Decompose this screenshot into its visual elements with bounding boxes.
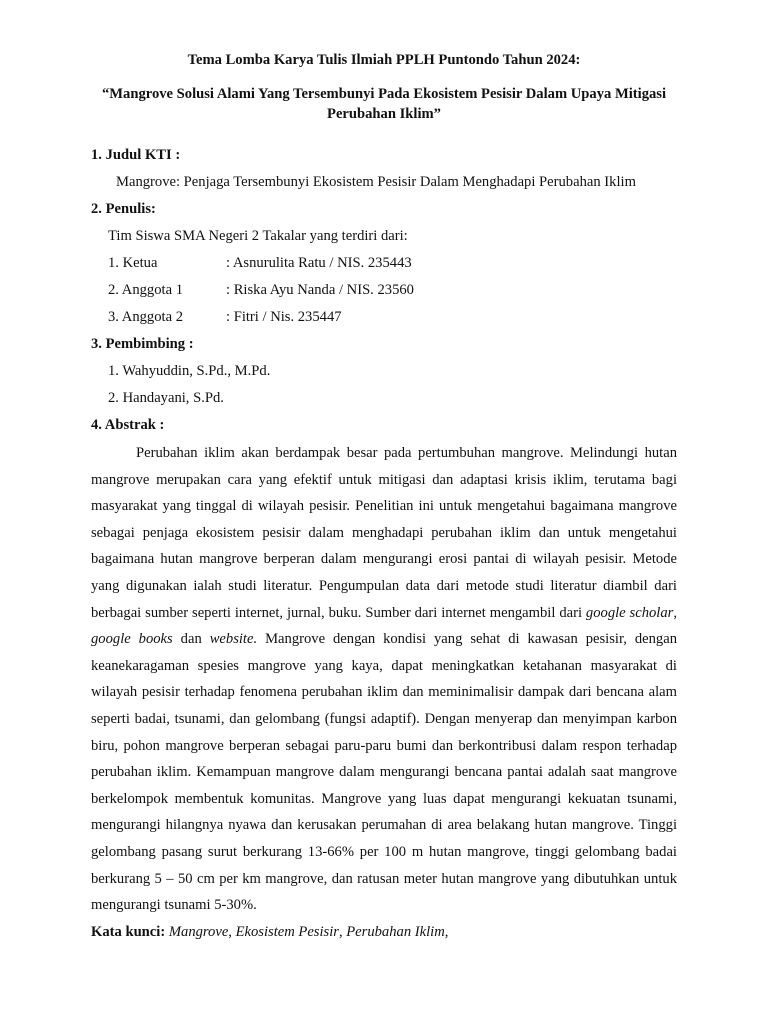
abstract-separator: dan xyxy=(172,631,210,648)
member-row xyxy=(91,304,677,331)
pembimbing-item: 2. Handayani, S.Pd. xyxy=(108,390,224,406)
judul-heading: 1. Judul KTI : xyxy=(91,147,181,163)
keywords-label: Kata kunci: xyxy=(91,923,166,940)
judul-text: Mangrove: Penjaga Tersembunyi Ekosistem Pesisir Dalam Menghadapi Perubahan Iklim xyxy=(116,174,636,190)
keyword-trailing-comma: , xyxy=(444,923,449,940)
theme-line: Tema Lomba Karya Tulis Ilmiah PPLH Puntondo Tahun 2024: xyxy=(187,52,581,68)
keyword-separator: , xyxy=(228,923,236,940)
member-role: 1. Ketua xyxy=(108,255,158,271)
member-value: : Asnurulita Ratu / NIS. 235443 xyxy=(226,255,412,271)
penulis-intro: Tim Siswa SMA Negeri 2 Takalar yang terdiri dari: xyxy=(108,228,408,244)
keyword-separator: , xyxy=(338,923,347,940)
abstrak-heading: 4. Abstrak : xyxy=(91,417,165,433)
member-row xyxy=(91,277,677,304)
member-role: 2. Anggota 1 xyxy=(108,282,183,298)
pembimbing-item: 1. Wahyuddin, S.Pd., M.Pd. xyxy=(108,363,271,379)
pembimbing-heading: 3. Pembimbing : xyxy=(91,336,194,352)
member-role: 3. Anggota 2 xyxy=(108,309,183,325)
keyword: Perubahan Iklim xyxy=(346,923,445,940)
source-google-books: google books xyxy=(91,631,173,648)
keyword: Ekosistem Pesisir xyxy=(235,923,339,940)
member-row xyxy=(91,250,677,277)
document-title: “Mangrove Solusi Alami Yang Tersembunyi Pada Ekosistem Pesisir Dalam Upaya Mitigasi Perubahan Iklim” xyxy=(101,86,667,122)
document-page xyxy=(91,44,677,946)
abstract-text-part2: Mangrove dengan kondisi yang sehat di kawasan pesisir, dengan keanekaragaman spesies mangrove yang kaya, dapat meningkatkan ketahanan masyarakat di wilayah pesisir terhadap fenomena perubahan iklim dan meminimalisir dampak dari bencana alam seperti badai, tsunami, dan gelombang (fungsi adaptif). Dengan menyerap dan menyimpan karbon biru, pohon mangrove berperan sebagai paru-paru bumi dan berkontribusi dalam respon terhadap perubahan iklim. Kemampuan mangrove dalam mengurangi bencana pantai adalah saat mangrove berkelompok membentuk komunitas. Mangrove yang luas dapat mengurangi kekuatan tsunami, mengurangi hilangnya nyawa dan kerusakan perumahan di area belakang hutan mangrove. Tinggi gelombang pasang surut berkurang 13-66% per 100 m hutan mangrove, tinggi gelombang badai berkurang 5 – 50 cm per km mangrove, dan ratusan meter hutan mangrove yang dibutuhkan untuk mengurangi tsunami 5-30%. xyxy=(91,631,677,914)
keywords-line xyxy=(91,919,677,946)
source-google-scholar: google scholar xyxy=(585,604,674,621)
keyword: Mangrove xyxy=(168,923,229,940)
source-website: website. xyxy=(209,631,258,648)
penulis-heading: 2. Penulis: xyxy=(91,201,156,217)
abstract-separator: , xyxy=(673,604,677,621)
abstract-text-part1: Perubahan iklim akan berdampak besar pada pertumbuhan mangrove. Melindungi hutan mangrove merupakan cara yang efektif untuk mitigasi dan adaptasi krisis iklim, terutama bagi masyarakat yang tinggal di wilayah pesisir. Penelitian ini untuk mengetahui bagaimana mangrove sebagai penjaga ekosistem pesisir dalam menghadapi perubahan iklim dan untuk mengetahui bagaimana hutan mangrove berperan dalam mengurangi erosi pantai di wilayah pesisir. Metode yang digunakan ialah studi literatur. Pengumpulan data dari metode studi literatur diambil dari berbagai sumber seperti internet, jurnal, buku. Sumber dari internet mengambil dari xyxy=(91,445,677,621)
member-value: : Fitri / Nis. 235447 xyxy=(226,309,342,325)
abstract-paragraph xyxy=(91,440,677,919)
member-value: : Riska Ayu Nanda / NIS. 23560 xyxy=(226,282,414,298)
